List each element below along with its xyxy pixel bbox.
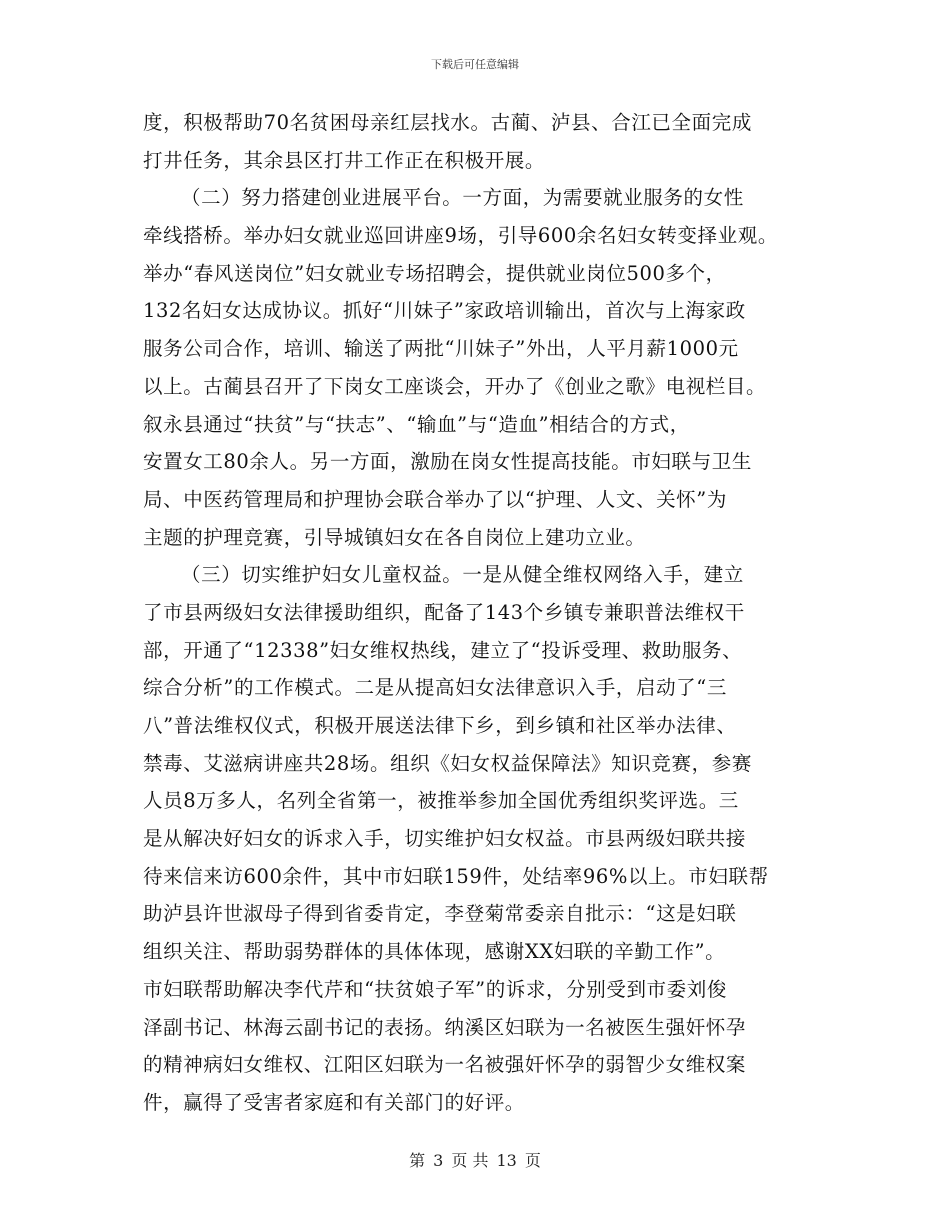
footer-page-number: 3: [433, 1151, 444, 1170]
text-line: 以上。古蔺县召开了下岗女工座谈会，开办了《创业之歌》电视栏目。: [143, 374, 767, 398]
footer-prefix: 第: [409, 1151, 426, 1170]
text-line: 综合分析”的工作模式。二是从提高妇女法律意识入手，启动了“三: [143, 676, 727, 700]
page-header: 下载后可任意编辑: [431, 58, 519, 71]
text-line: 泽副书记、林海云副书记的表扬。纳溪区妇联为一名被医生强奸怀孕: [143, 1015, 747, 1039]
text-line: 主题的护理竞赛，引导城镇妇女在各自岗位上建功立业。: [143, 525, 646, 549]
text-line: 组织关注、帮助弱势群体的具体体现，感谢XX妇联的辛勤工作”。: [143, 940, 726, 964]
text-line: 牵线搭桥。举办妇女就业巡回讲座9场，引导600余名妇女转变择业观。: [143, 224, 778, 248]
text-line: 是从解决好妇女的诉求入手，切实维护妇女权益。市县两级妇联共接: [143, 827, 747, 851]
text-line: 132名妇女达成协议。抓好“川妹子”家政培训输出，首次与上海家政: [143, 299, 746, 323]
page-footer: [0, 1148, 950, 1171]
text-line: （三）切实维护妇女儿童权益。一是从健全维权网络入手，建立: [181, 563, 744, 587]
text-line: 局、中医药管理局和护理协会联合举办了以“护理、人文、关怀”为: [143, 487, 727, 511]
text-line: 部，开通了“12338”妇女维权热线，建立了“投诉受理、救助服务、: [143, 638, 743, 662]
text-line: 禁毒、艾滋病讲座共28场。组织《妇女权益保障法》知识竞赛，参赛: [143, 751, 752, 775]
text-line: 八”普法维权仪式，积极开展送法律下乡，到乡镇和社区举办法律、: [143, 714, 737, 737]
text-line: 了市县两级妇女法律援助组织，配备了143个乡镇专兼职普法维权干: [143, 600, 745, 624]
text-line: 打井任务，其余县区打井工作正在积极开展。: [143, 148, 546, 172]
text-line: 市妇联帮助解决李代芹和“扶贫娘子军”的诉求，分别受到市委刘俊: [143, 977, 727, 1001]
footer-suffix: 页: [524, 1151, 541, 1170]
text-line: 服务公司合作，培训、输送了两批“川妹子”外出，人平月薪1000元: [143, 337, 739, 361]
text-line: 叙永县通过“扶贫”与“扶志”、“输血”与“造血”相结合的方式，: [143, 412, 690, 436]
text-line: （二）努力搭建创业进展平台。一方面，为需要就业服务的女性: [181, 186, 744, 210]
document-body: [143, 104, 815, 1122]
text-line: 度，积极帮助70名贫困母亲红层找水。古蔺、泸县、合江已全面完成: [143, 111, 752, 134]
text-line: 安置女工80余人。另一方面，激励在岗女性提高技能。市妇联与卫生: [143, 450, 752, 474]
text-line: 待来信来访600余件，其中市妇联159件，处结率96%以上。市妇联帮: [143, 864, 769, 888]
text-line: 人员8万多人，名列全省第一，被推举参加全国优秀组织奖评选。三: [143, 789, 739, 813]
footer-middle: 页 共: [451, 1151, 489, 1170]
text-line: 的精神病妇女维权、江阳区妇联为一名被强奸怀孕的弱智少女维权案: [143, 1053, 747, 1077]
text-line: 件，赢得了受害者家庭和有关部门的好评。: [143, 1090, 525, 1114]
text-line: 助泸县许世淑母子得到省委肯定，李登菊常委亲自批示：“这是妇联: [143, 902, 737, 926]
footer-total-pages: 13: [496, 1151, 517, 1170]
text-line: 举办“春风送岗位”妇女就业专场招聘会，提供就业岗位500多个，: [143, 261, 726, 285]
